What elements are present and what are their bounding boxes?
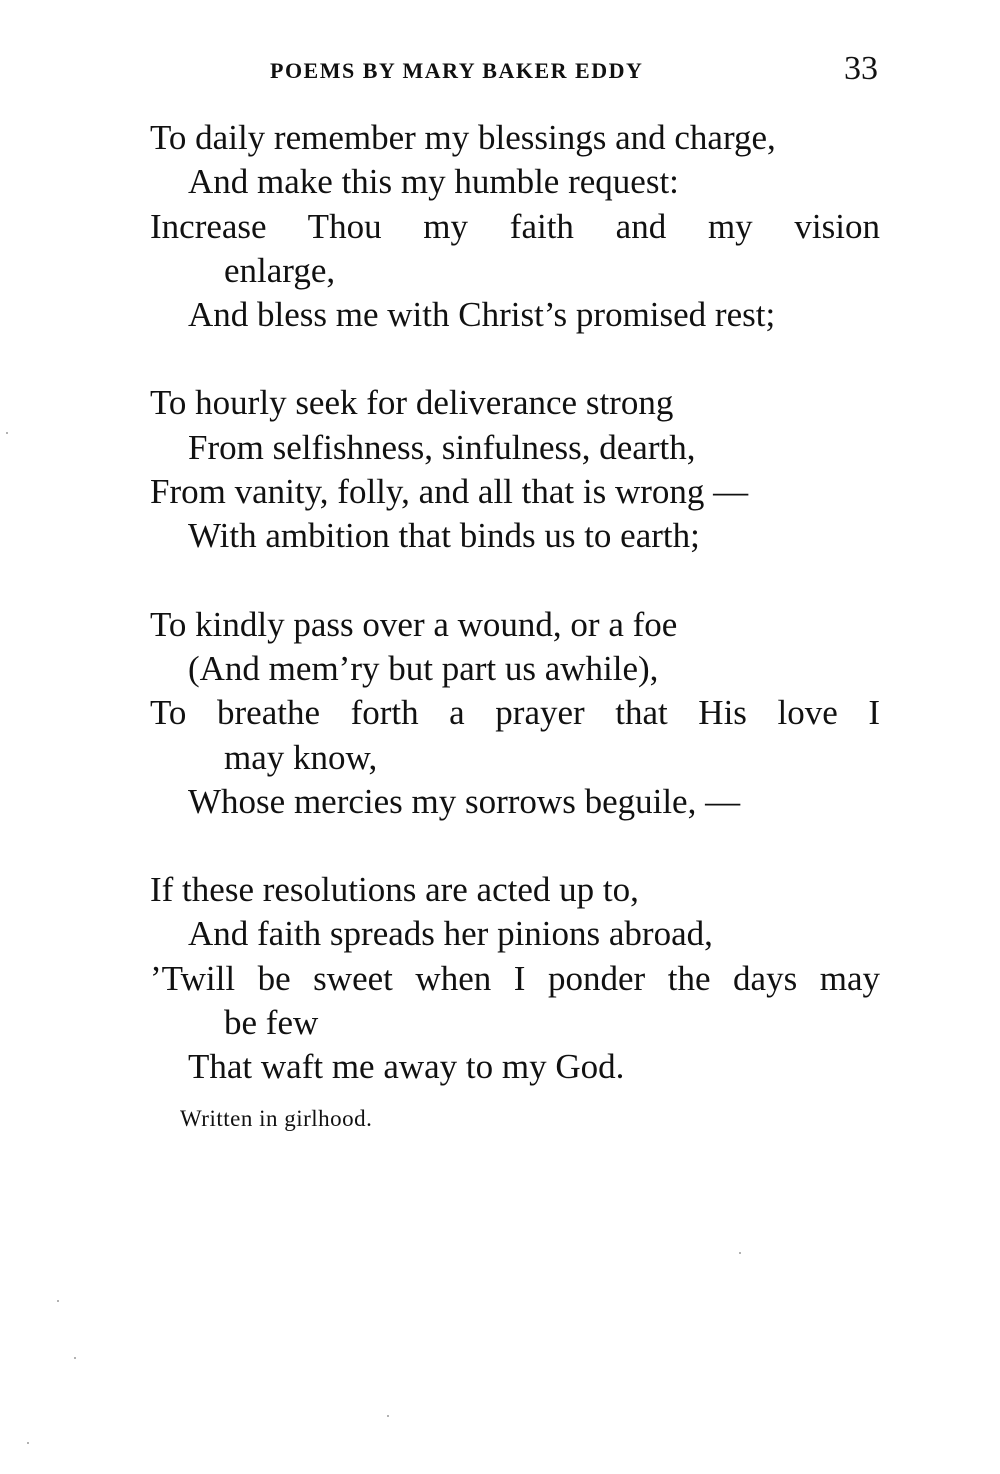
poem-line: And make this my humble request: [188,162,679,202]
poem-line-continuation: may know, [224,737,378,777]
page-number: 33 [844,50,878,87]
running-head: POEMS BY MARY BAKER EDDY [270,58,644,83]
poem-line: And faith spreads her pinions abroad, [188,914,713,954]
poem-line: To hourly seek for deliverance strong [150,383,674,423]
poem-line-continuation: enlarge, [224,250,336,290]
poem-line: If these resolutions are acted up to, [150,870,639,910]
stanza-1 [150,116,880,337]
poem-line: Whose mercies my sorrows beguile, — [188,781,741,821]
poem-line-continuation: be few [224,1003,319,1043]
poem-line: To breathe forth a prayer that His love I [150,693,880,733]
poem-line: Increase Thou my faith and my vision [150,206,880,246]
stanza-2 [150,381,880,558]
poem-line: From selfishness, sinfulness, dearth, [188,427,696,467]
poem [150,116,880,1134]
scan-speck [387,1415,389,1417]
poem-line: And bless me with Christ’s promised rest; [188,295,776,335]
scan-speck [27,1442,29,1444]
scan-speck [6,432,8,434]
scan-speck [74,1357,76,1359]
poem-line: (And mem’ry but part us awhile), [188,648,659,688]
stanza-4 [150,868,880,1089]
poem-line: ’Twill be sweet when I ponder the days may [150,958,880,998]
scan-speck [739,1252,741,1254]
poem-line: To kindly pass over a wound, or a foe [150,604,678,644]
poem-line: That waft me away to my God. [188,1047,625,1087]
poem-line: To daily remember my blessings and charge, [150,118,776,157]
stanza-3 [150,603,880,824]
scan-speck [57,1300,59,1302]
footnote: Written in girlhood. [180,1106,373,1131]
poem-line: From vanity, folly, and all that is wrong — [150,472,749,512]
poem-line: With ambition that binds us to earth; [188,516,700,556]
